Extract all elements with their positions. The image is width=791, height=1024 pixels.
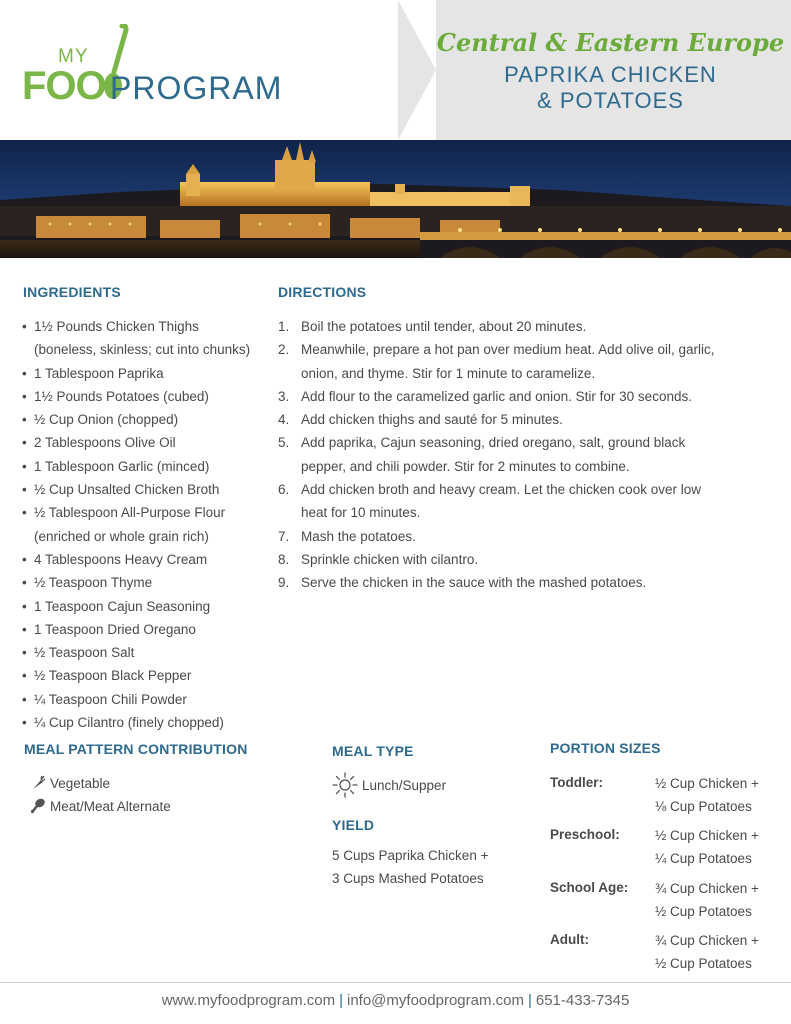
page-footer	[0, 992, 791, 1009]
dish-title-line-1: PAPRIKA CHICKEN	[504, 62, 717, 87]
portion-line: ½ Cup Chicken +	[655, 776, 759, 791]
portion-line: ½ Cup Chicken +	[655, 828, 759, 843]
logo-my-text: MY	[58, 46, 89, 67]
step-number: 3.	[278, 388, 290, 404]
step-text: Sprinkle chicken with cilantro.	[301, 551, 479, 567]
yield-text	[332, 844, 488, 891]
direction-step	[278, 408, 778, 431]
website-link[interactable]: www.myfoodprogram.com	[161, 992, 336, 1009]
footer-separator: |	[527, 992, 532, 1009]
direction-step	[278, 385, 778, 408]
ingredient-item: • ½ Teaspoon Black Pepper	[22, 664, 272, 687]
step-number: 4.	[278, 412, 290, 428]
ingredient-item: • 4 Tablespoons Heavy Cream	[22, 548, 272, 571]
logo-program-text: PROGRAM	[110, 70, 283, 106]
prague-skyline-illustration	[0, 140, 791, 258]
ingredient-item: • ¼ Cup Cilantro (finely chopped)	[22, 711, 272, 734]
portion-line: ¾ Cup Chicken +	[655, 881, 759, 896]
direction-step	[278, 525, 778, 548]
step-text: Add chicken thighs and sauté for 5 minutes.	[301, 412, 563, 428]
step-number: 8.	[278, 551, 290, 567]
direction-step	[278, 478, 778, 501]
direction-step	[278, 431, 778, 454]
step-number: 6.	[278, 482, 290, 498]
portion-label-text: Preschool	[550, 827, 616, 842]
meal-pattern-vegetable	[30, 775, 110, 791]
carrot-icon	[30, 775, 46, 791]
meal-pattern-heading: MEAL PATTERN CONTRIBUTION	[24, 741, 248, 757]
step-text: Mash the potatoes.	[301, 528, 416, 544]
portion-line: ⅛ Cup Potatoes	[655, 799, 752, 815]
ingredient-item: • 2 Tablespoons Olive Oil	[22, 431, 272, 454]
email-link[interactable]: info@myfoodprogram.com	[347, 992, 524, 1009]
meal-pattern-meat	[30, 798, 171, 814]
my-food-program-logo[interactable]	[22, 24, 312, 114]
portion-value-adult	[655, 929, 759, 976]
step-text: Boil the potatoes until tender, about 20 minutes.	[301, 319, 587, 334]
step-number: 2.	[278, 342, 290, 358]
ingredient-item: • ¼ Teaspoon Chili Powder	[22, 688, 272, 711]
portion-value-school-age	[655, 877, 759, 924]
step-text: pepper, and chili powder. Stir for 2 minutes to combine.	[301, 458, 630, 474]
direction-step	[278, 315, 778, 338]
yield-heading: YIELD	[332, 817, 375, 833]
ingredient-item: • ½ Teaspoon Thyme	[22, 571, 272, 594]
ingredients-list	[22, 315, 272, 734]
city-night-banner-image	[0, 140, 791, 258]
direction-step-continued	[278, 362, 778, 385]
step-text: Add paprika, Cajun seasoning, dried oregano, salt, ground black	[301, 435, 686, 451]
sun-icon	[332, 772, 358, 798]
directions-list	[278, 315, 778, 595]
portion-label-text: School Age	[550, 880, 624, 895]
meal-type-label: Lunch/Supper	[362, 777, 447, 793]
ingredient-item: • 1 Tablespoon Paprika	[22, 362, 272, 385]
dish-title-line-2: & POTATOES	[537, 88, 684, 113]
portion-label-text: Adult	[550, 932, 585, 947]
ingredient-item: • 1 Tablespoon Garlic (minced)	[22, 455, 272, 478]
direction-step-continued	[278, 501, 778, 524]
ingredient-item: • ½ Teaspoon Salt	[22, 641, 272, 664]
portion-line: ½ Cup Potatoes	[655, 956, 752, 972]
step-text: Add chicken broth and heavy cream. Let the chicken cook over low	[301, 482, 701, 498]
directions-heading: DIRECTIONS	[278, 284, 367, 300]
step-number: 9.	[278, 575, 290, 591]
direction-step-continued	[278, 455, 778, 478]
step-number: 7.	[278, 528, 290, 544]
step-text: Add flour to the caramelized garlic and onion. Stir for 30 seconds.	[301, 388, 692, 404]
portion-label-toddler: Toddler:	[550, 775, 603, 790]
portion-label-preschool: Preschool:	[550, 827, 620, 842]
portion-sizes-heading: PORTION SIZES	[550, 740, 661, 756]
step-text: Serve the chicken in the sauce with the mashed potatoes.	[301, 575, 647, 591]
ingredient-item: • 1 Teaspoon Cajun Seasoning	[22, 595, 272, 618]
page-header	[0, 0, 791, 140]
region-title: Central & Eastern Europe	[436, 28, 785, 57]
portion-value-preschool	[655, 824, 759, 871]
ingredient-item: • ½ Tablespoon All-Purpose Flour	[22, 501, 272, 524]
step-number: 5.	[278, 435, 290, 451]
portion-label-school-age: School Age:	[550, 880, 629, 895]
step-text: onion, and thyme. Stir for 1 minute to caramelize.	[301, 365, 596, 381]
ingredient-item-continued: (boneless, skinless; cut into chunks)	[34, 342, 251, 358]
ingredients-heading: INGREDIENTS	[23, 284, 121, 300]
footer-divider	[0, 982, 791, 983]
yield-line: 5 Cups Paprika Chicken +	[332, 848, 489, 863]
portion-label-adult: Adult:	[550, 932, 589, 947]
dish-title	[430, 62, 791, 114]
ingredient-item: • ½ Cup Unsalted Chicken Broth	[22, 478, 272, 501]
direction-step	[278, 548, 778, 571]
portion-line: ½ Cup Potatoes	[655, 904, 752, 920]
meal-type-value	[332, 772, 446, 798]
ingredient-item: • 1½ Pounds Chicken Thighs	[22, 315, 272, 338]
ingredient-item: • 1½ Pounds Potatoes (cubed)	[22, 385, 272, 408]
portion-value-toddler	[655, 772, 759, 819]
direction-step	[278, 338, 778, 361]
meal-type-heading: MEAL TYPE	[332, 743, 414, 759]
logo-foo-text: FOO	[22, 64, 106, 108]
footer-separator: |	[339, 992, 343, 1009]
phone-number[interactable]: 651-433-7345	[535, 992, 630, 1009]
meal-pattern-label: Meat/Meat Alternate	[50, 798, 171, 814]
step-text: Meanwhile, prepare a hot pan over medium heat. Add olive oil, garlic,	[301, 342, 715, 358]
yield-line: 3 Cups Mashed Potatoes	[332, 871, 484, 887]
ingredient-item: • 1 Teaspoon Dried Oregano	[22, 618, 272, 641]
step-number: 1.	[278, 319, 290, 334]
meal-pattern-label: Vegetable	[50, 775, 111, 791]
direction-step	[278, 571, 778, 594]
step-text: heat for 10 minutes.	[301, 505, 421, 521]
portion-label-text: Toddler	[550, 775, 599, 790]
ingredient-item-continued: (enriched or whole grain rich)	[34, 528, 209, 544]
drumstick-icon	[30, 798, 46, 814]
portion-line: ¾ Cup Chicken +	[655, 933, 759, 948]
ingredient-item: • ½ Cup Onion (chopped)	[22, 408, 272, 431]
portion-line: ¼ Cup Potatoes	[655, 851, 752, 867]
